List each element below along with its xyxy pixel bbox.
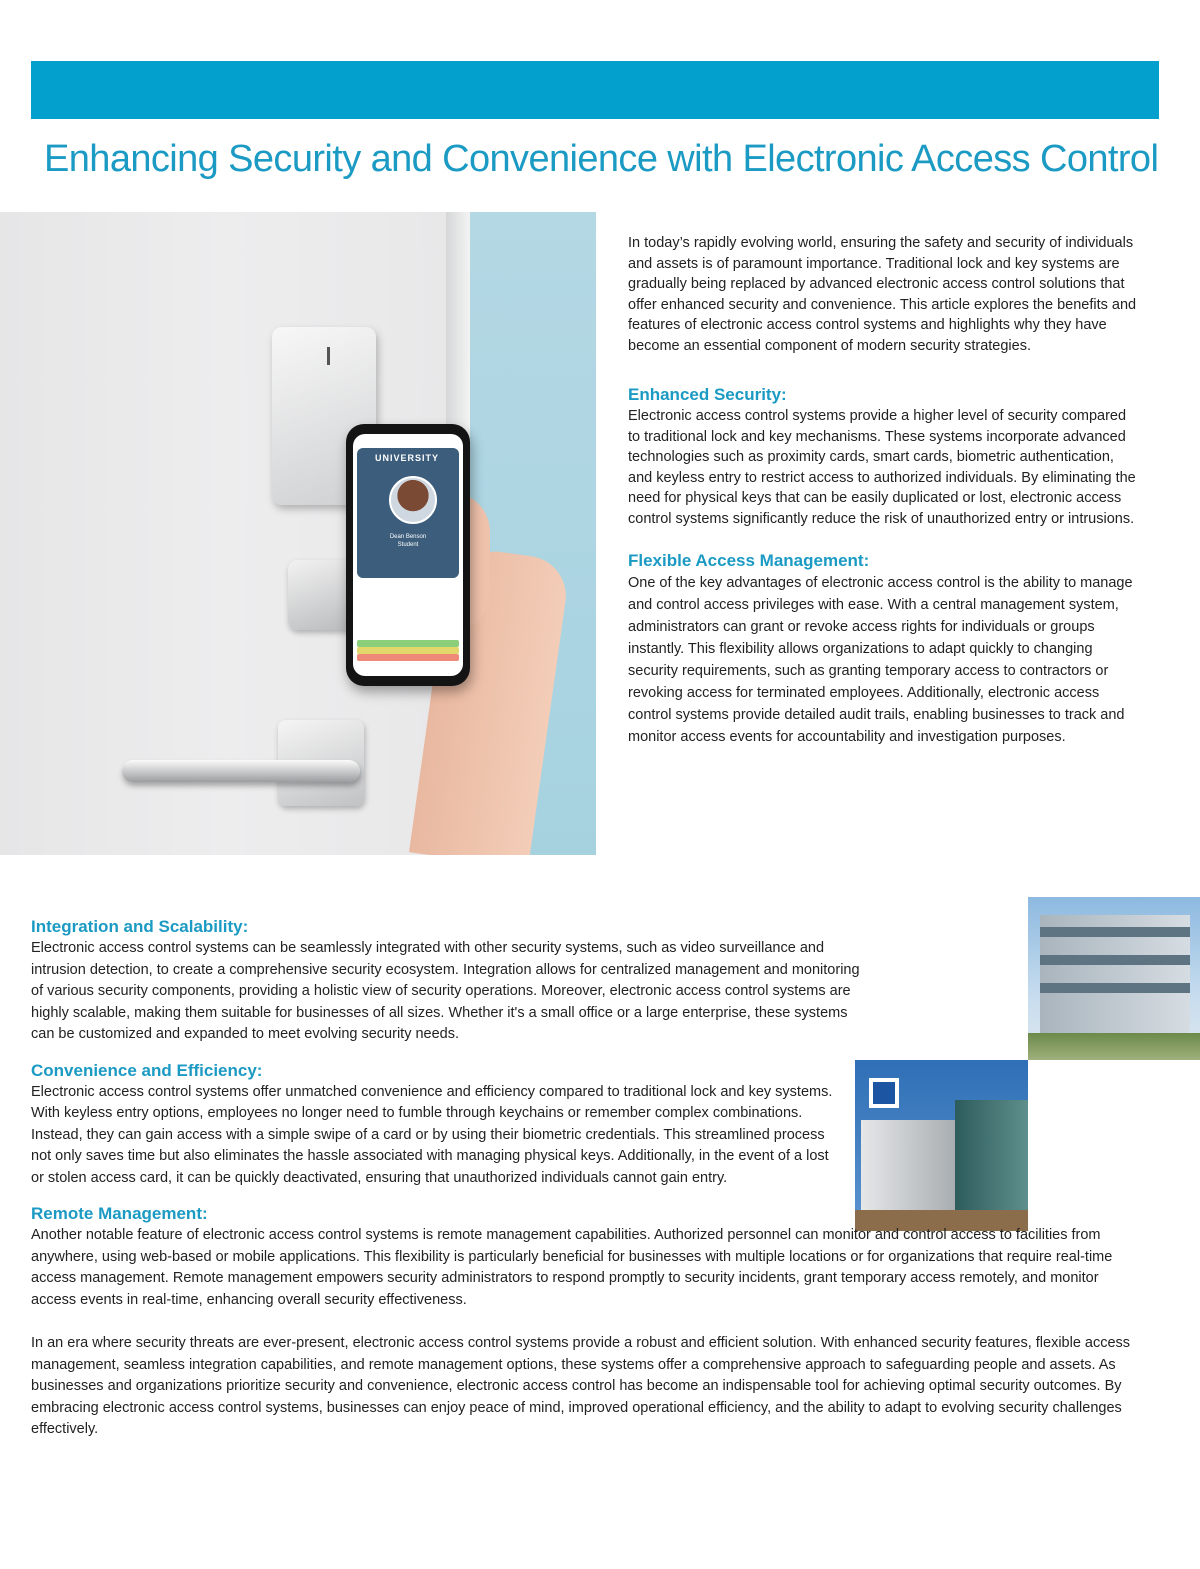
- header-band: [31, 61, 1159, 119]
- id-card-header: UNIVERSITY: [375, 453, 440, 463]
- conclusion-paragraph: In an era where security threats are ever-present, electronic access control systems provide a robust and efficient solution. With enhanced security features, flexible access management, seamless integration capabilities, and remote management options, these systems offer a comprehensive approach to safeguarding people and assets. As businesses and organizations prioritize security and convenience, electronic access control has become an indispensable tool for achieving optimal security outcomes. By embracing electronic access control systems, businesses can enjoy peace of mind, improved operational efficiency, and the ability to adapt to evolving security challenges effectively.: [31, 1335, 1131, 1437]
- mobile-id-card: [357, 448, 459, 578]
- section-body: Electronic access control systems offer unmatched convenience and efficiency compared to traditional lock and key systems. With keyless entry options, employees no longer need to fumble through keychains or remember complex combinations. Instead, they can gain access with a simple swipe of a card or by using their biometric credentials. This streamlined process not only saves time but also eliminates the hassle associated with managing physical keys. Additionally, in the event of a lost or stolen access card, it can be quickly deactivated, ensuring that unauthorized individuals cannot gain entry.: [31, 1083, 833, 1186]
- page-title: Enhancing Security and Convenience with Electronic Access Control: [44, 138, 1159, 180]
- section-heading: Integration and Scalability:: [31, 917, 249, 936]
- door-handle: [122, 760, 360, 782]
- smartphone: [346, 424, 470, 686]
- intro-paragraph: In today’s rapidly evolving world, ensuring the safety and security of individuals and assets is of paramount importance. Traditional lock and key systems are gradually being replaced by advanced electronic access control solutions that offer enhanced security and convenience. This article explores the benefits and features of electronic access control systems and highlights why they have become an essential component of modern security strategies.: [628, 235, 1137, 354]
- section-heading: Convenience and Efficiency:: [31, 1060, 263, 1080]
- section-heading: Remote Management:: [31, 1204, 208, 1223]
- phone-screen: [353, 434, 463, 676]
- section-remote-management: [31, 1203, 1131, 1311]
- section-convenience: [31, 1060, 839, 1190]
- section-integration: [31, 916, 871, 1046]
- section-body: One of the key advantages of electronic access control is the ability to manage and control access privileges with ease. With a central management system, administrators can grant or revoke access rights for individuals or groups instantly. This flexibility allows organizations to adapt quickly to changing security requirements, such as granting temporary access to contractors or revoking access for terminated employees. Additionally, electronic access control systems provide detailed audit trails, enabling businesses to track and monitor access events for accountability and investigation purposes.: [628, 575, 1133, 745]
- card-stripe: [357, 640, 459, 647]
- section-heading: Enhanced Security:: [628, 385, 787, 404]
- article-right-column: [628, 233, 1138, 769]
- id-photo: [389, 476, 437, 524]
- hero-image-door-lock: [0, 212, 596, 855]
- card-stripe: [357, 654, 459, 661]
- section-body: Electronic access control systems provide a higher level of security compared to traditional lock and key mechanisms. These systems incorporate advanced technologies such as proximity cards, smart cards, biometric authentication, and keyless entry to restrict access to authorized individuals. By eliminating the need for physical keys that can be easily duplicated or lost, electronic access control systems significantly reduce the risk of unauthorized entry or intrusions.: [628, 408, 1136, 527]
- article-lower-column: [31, 916, 1153, 1441]
- card-stripe: [357, 647, 459, 654]
- id-name: Dean Benson: [389, 534, 427, 540]
- id-role: Student: [397, 542, 419, 548]
- section-heading: Flexible Access Management:: [628, 551, 870, 570]
- section-enhanced-security: [628, 384, 1138, 529]
- section-flexible-access: [628, 550, 1138, 748]
- section-body: Electronic access control systems can be seamlessly integrated with other security systems, such as video surveillance and intrusion detection, to create a comprehensive security ecosystem. Integration allows for centralized management and monitoring of various security components, providing a holistic view of security operations. Moreover, electronic access control systems are highly scalable, making them suitable for businesses of all sizes. Whether it's a small office or a large enterprise, these systems can be customized and expanded to meet evolving security needs.: [31, 940, 860, 1042]
- section-body: Another notable feature of electronic access control systems is remote management capabilities. Authorized personnel can monitor and control access to facilities from anywhere, using web-based or mobile applications. This flexibility is particularly beneficial for businesses with multiple locations or for organizations that require real-time access management. Remote management empowers security administrators to respond promptly to security incidents, grant temporary access remotely, and monitor access events in real-time, enhancing overall security effectiveness.: [31, 1227, 1113, 1308]
